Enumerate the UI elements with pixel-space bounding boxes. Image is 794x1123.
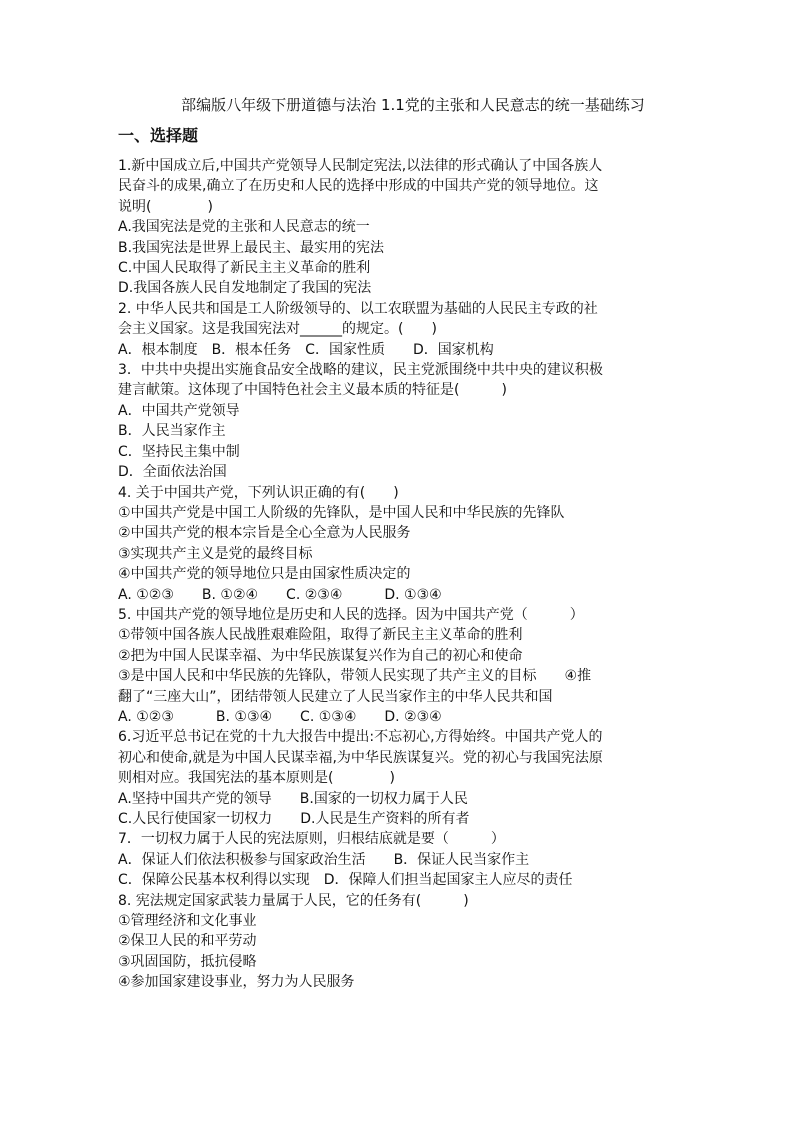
text-line: C.人民行使国家一切权力 D.人民是生产资料的所有者	[118, 811, 470, 827]
text-line: A．中国共产党领导	[118, 402, 240, 419]
text-line: ④参加国家建设事业，努力为人民服务	[118, 974, 355, 991]
section-heading: 一、选择题	[118, 126, 199, 145]
text-line: C．保障公民基本权利得以实现 D．保障人们担当起国家主人应尽的责任	[118, 872, 573, 889]
text-line: 4. 关于中国共产党，下列认识正确的有( )	[118, 484, 399, 501]
text-line: ④中国共产党的领导地位只是由国家性质决定的	[118, 566, 411, 583]
text-line: 2. 中华人民共和国是工人阶级领导的、以工农联盟为基础的人民民主专政的社	[118, 300, 598, 317]
text-line: B.我国宪法是世界上最民主、最实用的宪法	[118, 239, 385, 256]
text-line: 3．中共中央提出实施食品安全战略的建议，民主党派围绕中共中央的建议积极	[118, 362, 603, 379]
text-line: ③是中国人民和中华民族的先锋队，带领人民实现了共产主义的目标 ④推	[118, 668, 592, 685]
text-line: 建言献策。这体现了中国特色社会主义最本质的特征是( )	[118, 382, 507, 399]
text-line: D.我国各族人民自发地制定了我国的宪法	[118, 280, 372, 297]
document-title: 部编版八年级下册道德与法治 1.1党的主张和人民意志的统一基础练习	[181, 96, 645, 114]
text-line: ③实现共产主义是党的最终目标	[118, 545, 313, 562]
text-line: 会主义国家。这是我国宪法对______的规定。( )	[118, 321, 437, 338]
text-line: ②保卫人民的和平劳动	[118, 933, 257, 950]
text-line: A. ①②③ B. ①③④ C. ①③④ D. ②③④	[118, 708, 442, 725]
text-line: 8. 宪法规定国家武装力量属于人民，它的任务有( )	[118, 892, 469, 909]
text-line: 7．一切权力属于人民的宪法原则，归根结底就是要（ ）	[118, 831, 505, 848]
text-line: A.坚持中国共产党的领导 B.国家的一切权力属于人民	[118, 790, 468, 807]
text-line: 5. 中国共产党的领导地位是历史和人民的选择。因为中国共产党（ ）	[118, 606, 584, 623]
text-line: ②把为中国人民谋幸福、为中华民族谋复兴作为自己的初心和使命	[118, 647, 523, 664]
text-line: A. ①②③ B. ①②④ C. ②③④ D. ①③④	[118, 586, 442, 603]
text-line: 民奋斗的成果,确立了在历史和人民的选择中形成的中国共产党的领导地位。这	[118, 178, 599, 195]
text-line: A．根本制度 B．根本任务 C．国家性质 D．国家机构	[118, 341, 494, 358]
document-page	[118, 94, 678, 993]
text-line: B．人民当家作主	[118, 423, 226, 440]
text-line: ②中国共产党的根本宗旨是全心全意为人民服务	[118, 525, 411, 542]
text-line: 初心和使命,就是为中国人民谋幸福,为中华民族谋复兴。党的初心与我国宪法原	[118, 749, 603, 766]
text-line: 翻了“三座大山”，团结带领人民建立了人民当家作主的中华人民共和国	[118, 688, 553, 705]
text-line: ①管理经济和文化事业	[118, 913, 257, 930]
text-line: A.我国宪法是党的主张和人民意志的统一	[118, 219, 370, 236]
text-line: ①带领中国各族人民战胜艰难险阻，取得了新民主主义革命的胜利	[118, 627, 523, 644]
text-line: C．坚持民主集中制	[118, 443, 240, 460]
text-line: ①中国共产党是中国工人阶级的先锋队，是中国人民和中华民族的先锋队	[118, 504, 565, 521]
text-line: 1.新中国成立后,中国共产党领导人民制定宪法,以法律的形式确认了中国各族人	[118, 158, 603, 174]
text-line: 则相对应。我国宪法的基本原则是( )	[118, 770, 395, 787]
text-line: A．保证人们依法积极参与国家政治生活 B．保证人民当家作主	[118, 851, 530, 868]
text-line: 说明( )	[118, 198, 213, 215]
text-line: D．全面依法治国	[118, 464, 227, 481]
text-line: ③巩固国防，抵抗侵略	[118, 953, 257, 970]
text-line: 6.习近平总书记在党的十九大报告中提出:不忘初心,方得始终。中国共产党人的	[118, 729, 603, 746]
question-list	[118, 156, 678, 993]
text-line: C.中国人民取得了新民主主义革命的胜利	[118, 260, 371, 277]
